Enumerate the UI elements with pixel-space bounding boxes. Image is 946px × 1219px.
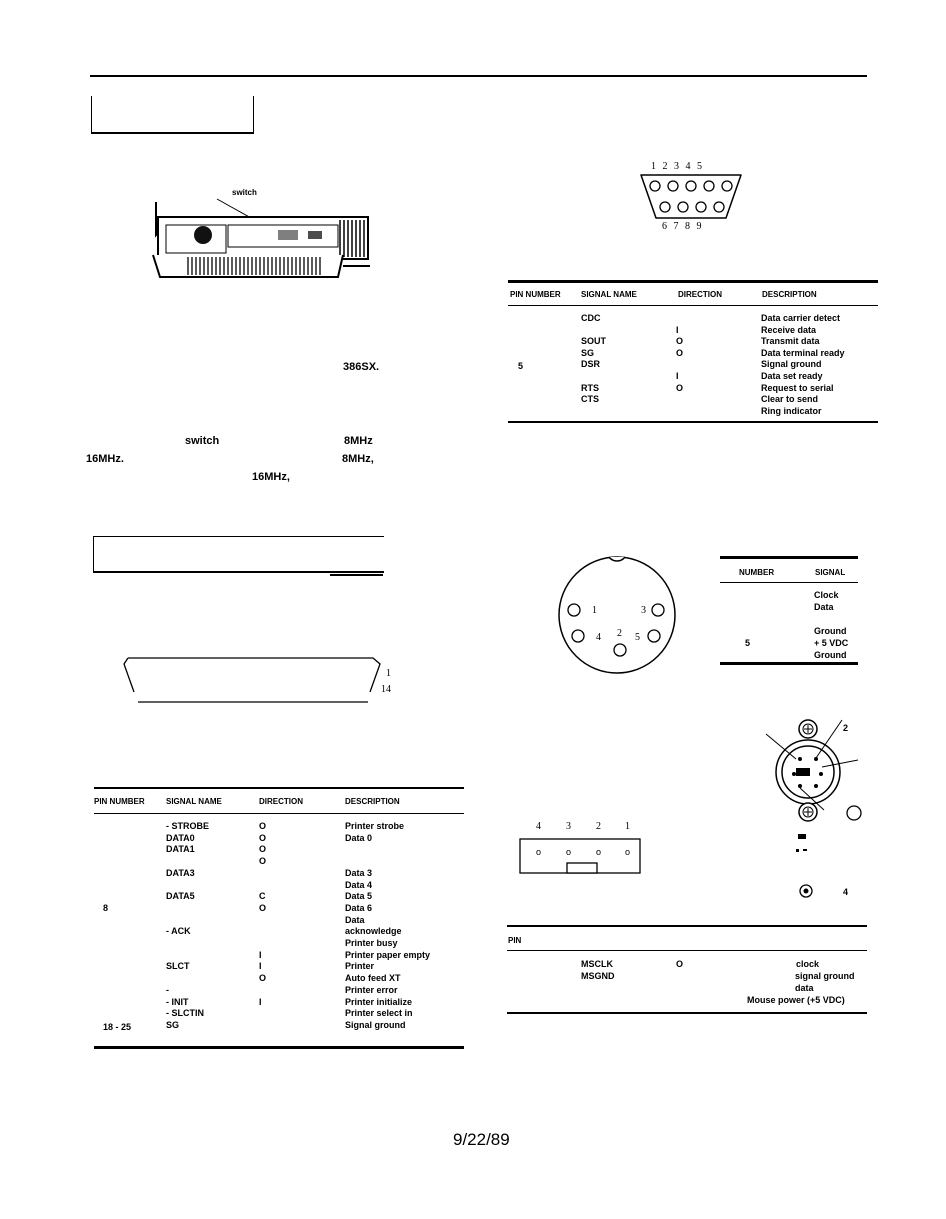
serial-directions-6: I — [676, 371, 679, 381]
parallel-descriptions-2: Data 0 — [345, 832, 373, 843]
mouse-desc-power: Mouse power (+5 VDC) — [747, 995, 845, 1005]
parallel-signals-5: DATA3 — [166, 867, 195, 878]
parallel-directions-13: I — [259, 961, 262, 972]
parallel-directions-1: O — [259, 821, 267, 831]
parallel-header-signal: SIGNAL NAME — [166, 797, 222, 806]
serial-directions-7: O — [676, 382, 684, 393]
keyboard-header-number: NUMBER — [739, 568, 775, 577]
serial-bottom-pins: 6 7 8 9 — [662, 221, 704, 232]
mouse-diagram-label-4: 4 — [843, 887, 849, 897]
serial-descriptions-8: Clear to send — [761, 394, 819, 405]
serial-header-rule — [508, 305, 878, 306]
speed-16mhz-text-b: 16MHz, — [252, 471, 290, 483]
serial-signals-8: CTS — [581, 394, 599, 405]
mouse-signal-msclk: MSCLK — [581, 959, 613, 969]
speed-16mhz-text: 16MHz. — [86, 453, 124, 465]
mouse-pin-4: 4 — [536, 821, 541, 832]
serial-top-pins: 1 2 3 4 5 — [651, 161, 704, 172]
parallel-directions-2: O — [259, 832, 267, 843]
serial-header-pin: PIN NUMBER — [510, 290, 561, 299]
mouse-pin-1: 1 — [625, 821, 630, 832]
serial-directions-4: O — [676, 347, 684, 358]
keyboard-header-rule — [720, 582, 858, 583]
section-box — [93, 536, 384, 573]
mouse-signal-msgnd: MSGND — [581, 971, 615, 981]
speed-8mhz-text-b: 8MHz, — [342, 453, 374, 465]
keyboard-signals-6: Ground — [814, 650, 847, 660]
serial-descriptions-2: Receive data — [761, 324, 817, 335]
serial-directions-3: O — [676, 336, 684, 347]
parallel-descriptions-12: Printer paper empty — [345, 949, 431, 960]
parallel-descriptions-17: Printer select in — [345, 1008, 413, 1019]
keyboard-signals-4: Ground — [814, 626, 847, 636]
parallel-signals-7: DATA5 — [166, 891, 195, 902]
parallel-signals-17: - SLCTIN — [166, 1008, 204, 1019]
serial-header-signal: SIGNAL NAME — [581, 290, 637, 299]
keyboard-signals-1: Clock — [814, 590, 839, 600]
serial-signals-3: SOUT — [581, 336, 607, 347]
din-pin-5: 5 — [635, 632, 640, 643]
serial-header-description: DESCRIPTION — [762, 290, 817, 299]
parallel-directions-14: O — [259, 973, 267, 984]
svg-text:o: o — [536, 847, 542, 857]
parallel-directions-16: I — [259, 996, 262, 1007]
parallel-descriptions-1: Printer strobe — [345, 821, 405, 831]
din-pin-4: 4 — [596, 632, 601, 643]
keyboard-signals-2: Data — [814, 602, 834, 612]
parallel-descriptions-11: Printer busy — [345, 938, 398, 948]
parallel-header-rule — [94, 813, 464, 814]
serial-header-direction: DIRECTION — [678, 290, 722, 299]
parallel-descriptions-9: Data — [345, 914, 365, 925]
mouse-diagram-label-2: 2 — [843, 723, 849, 733]
section-box-underline — [330, 574, 383, 576]
top-rule — [90, 75, 867, 77]
parallel-signals-1: - STROBE — [166, 821, 210, 831]
serial-connector — [636, 172, 746, 224]
speed-8mhz-text: 8MHz — [344, 435, 373, 447]
parallel-pin-14: 14 — [381, 684, 391, 695]
din-pin-2: 2 — [617, 628, 622, 639]
parallel-descriptions-10: acknowledge — [345, 926, 402, 937]
svg-text:o: o — [566, 847, 572, 857]
mouse-desc-signal-ground: signal ground — [795, 971, 855, 981]
mouse-connector-diagram — [758, 712, 868, 902]
parallel-signals-15: - — [166, 984, 169, 995]
parallel-descriptions-16: Printer initialize — [345, 996, 413, 1007]
serial-descriptions-7: Request to serial — [761, 382, 834, 393]
parallel-signals-10: - ACK — [166, 926, 191, 937]
parallel-directions-8: O — [259, 902, 267, 913]
parallel-signals-2: DATA0 — [166, 832, 195, 843]
parallel-directions-7: C — [259, 891, 266, 902]
mouse-pin-3: 3 — [566, 821, 571, 832]
parallel-pin-1: 1 — [386, 668, 391, 679]
mouse-header-pin: PIN — [508, 936, 522, 945]
mouse-header-rule — [507, 950, 867, 951]
parallel-signals-16: - INIT — [166, 996, 189, 1007]
parallel-signals-18: SG — [166, 1019, 180, 1030]
parallel-header-description: DESCRIPTION — [345, 797, 400, 806]
parallel-header-direction: DIRECTION — [259, 797, 303, 806]
serial-descriptions-5: Signal ground — [761, 359, 822, 370]
parallel-table-bottom-rule — [94, 1046, 464, 1049]
serial-signals-4: SG — [581, 347, 595, 358]
serial-descriptions-1: Data carrier detect — [761, 313, 841, 323]
serial-signals-5: DSR — [581, 359, 601, 370]
switch-text: switch — [185, 435, 220, 447]
parallel-header-pin: PIN NUMBER — [94, 797, 145, 806]
serial-signals-7: RTS — [581, 382, 599, 393]
parallel-signals-13: SLCT — [166, 961, 190, 972]
parallel-directions-4: O — [259, 856, 267, 867]
keyboard-table-bottom-rule — [720, 662, 858, 665]
parallel-descriptions-13: Printer — [345, 961, 375, 972]
parallel-pin-8: 8 — [103, 903, 109, 913]
svg-text:o: o — [625, 847, 631, 857]
mouse-direction: O — [676, 959, 684, 969]
parallel-descriptions-6: Data 4 — [345, 879, 373, 890]
din-pin-1: 1 — [592, 605, 597, 616]
keyboard-pin-5: 5 — [745, 638, 751, 648]
parallel-directions-12: I — [259, 949, 262, 960]
switch-label: switch — [232, 188, 257, 197]
svg-text:o: o — [596, 847, 602, 857]
serial-signals-1: CDC — [581, 313, 601, 323]
mouse-pin-2: 2 — [596, 821, 601, 832]
parallel-descriptions-14: Auto feed XT — [345, 973, 401, 984]
parallel-descriptions-5: Data 3 — [345, 867, 373, 878]
mouse-table-bottom-rule — [507, 1012, 867, 1014]
parallel-pin-18-25: 18 - 25 — [103, 1022, 132, 1032]
parallel-descriptions-7: Data 5 — [345, 891, 373, 902]
mouse-desc-clock: clock — [796, 959, 820, 969]
mouse-table-top-rule — [507, 925, 867, 927]
parallel-descriptions-18: Signal ground — [345, 1019, 406, 1030]
parallel-table-top-rule — [94, 787, 464, 789]
mouse-desc-data: data — [795, 983, 814, 993]
mouse-pin-header — [519, 838, 643, 876]
serial-table-top-rule — [508, 280, 878, 283]
keyboard-header-signal: SIGNAL — [815, 568, 846, 577]
serial-pin-5: 5 — [518, 361, 524, 371]
serial-descriptions-4: Data terminal ready — [761, 347, 845, 358]
keyboard-signals-5: + 5 VDC — [814, 638, 849, 648]
parallel-descriptions-15: Printer error — [345, 984, 398, 995]
keyboard-table-top-rule — [720, 556, 858, 559]
section-title-box — [91, 96, 254, 134]
serial-directions-2: I — [676, 324, 679, 335]
footer-date: 9/22/89 — [453, 1130, 510, 1149]
switch-illustration — [148, 195, 373, 290]
parallel-connector — [118, 652, 393, 707]
din-pin-3: 3 — [641, 605, 646, 616]
parallel-signals-3: DATA1 — [166, 844, 195, 855]
parallel-descriptions-8: Data 6 — [345, 902, 373, 913]
serial-descriptions-3: Transmit data — [761, 336, 820, 347]
serial-table-bottom-rule — [508, 421, 878, 423]
keyboard-din-connector — [555, 553, 680, 678]
serial-descriptions-9: Ring indicator — [761, 405, 822, 416]
cpu-text: 386SX. — [343, 361, 380, 373]
serial-descriptions-6: Data set ready — [761, 371, 823, 381]
parallel-directions-3: O — [259, 844, 267, 855]
